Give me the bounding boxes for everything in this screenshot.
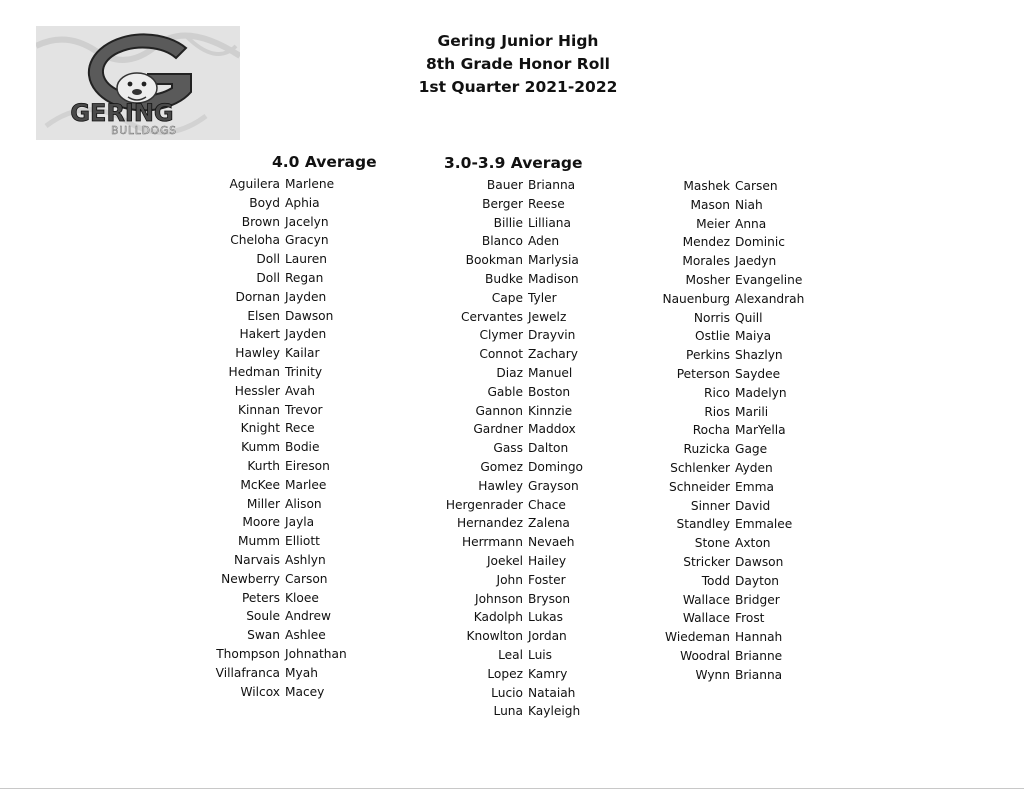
student-first-name: Bridger: [735, 592, 780, 607]
student-first-name: Kamry: [528, 666, 568, 681]
student-row: [200, 307, 380, 326]
student-last-name: Mason: [690, 197, 730, 212]
student-row: [645, 553, 845, 572]
student-row: [200, 344, 380, 363]
student-last-name: Sinner: [690, 498, 730, 513]
student-row: [200, 645, 380, 664]
student-last-name: Joekel: [486, 553, 523, 568]
student-row: [430, 458, 620, 477]
student-first-name: Luis: [528, 647, 553, 662]
student-last-name: Peters: [241, 590, 280, 605]
student-row: [430, 289, 620, 308]
student-last-name: Kadolph: [473, 610, 523, 625]
student-row: [430, 477, 620, 496]
student-first-name: Lauren: [285, 252, 327, 267]
student-row: [200, 589, 380, 608]
student-last-name: Aguilera: [229, 177, 280, 191]
student-first-name: Jayden: [285, 289, 327, 304]
student-last-name: Budke: [485, 271, 523, 286]
student-last-name: Clymer: [479, 328, 523, 343]
student-row: [430, 214, 620, 233]
student-row: [645, 215, 845, 234]
student-last-name: Meier: [696, 216, 730, 231]
student-first-name: Tyler: [528, 290, 557, 305]
student-first-name: Jayla: [285, 515, 315, 530]
student-last-name: Cape: [491, 290, 523, 305]
student-last-name: Johnson: [474, 591, 523, 606]
student-first-name: Andrew: [285, 609, 332, 624]
student-row: [430, 251, 620, 270]
student-row: [645, 515, 845, 534]
student-first-name: Jayden: [285, 327, 327, 342]
student-first-name: Ashlee: [285, 628, 326, 643]
student-first-name: Aden: [528, 234, 560, 249]
student-last-name: Mumm: [238, 534, 280, 549]
student-last-name: Blanco: [481, 234, 523, 249]
student-last-name: Boyd: [249, 195, 280, 210]
student-first-name: Brianna: [735, 667, 783, 682]
student-first-name: Brianne: [735, 648, 783, 663]
student-row: [645, 572, 845, 591]
student-last-name: John: [496, 572, 523, 587]
student-first-name: Rece: [285, 421, 315, 436]
student-first-name: Alison: [285, 496, 322, 511]
student-first-name: Jacelyn: [285, 214, 329, 229]
student-first-name: Zachary: [528, 347, 578, 362]
student-first-name: Foster: [528, 572, 566, 587]
student-last-name: Cervantes: [460, 309, 523, 324]
student-last-name: Knight: [240, 421, 280, 436]
student-last-name: Kurth: [247, 458, 280, 473]
student-last-name: Stricker: [683, 554, 730, 569]
student-last-name: Soule: [246, 609, 280, 624]
name-list-3-0-3-9: [430, 176, 620, 721]
student-last-name: Schneider: [668, 479, 730, 494]
student-first-name: Myah: [285, 665, 318, 680]
student-last-name: Moore: [242, 515, 280, 530]
student-row: [200, 476, 380, 495]
student-row: [645, 196, 845, 215]
student-last-name: Gable: [487, 384, 523, 399]
student-row: [430, 552, 620, 571]
student-first-name: Macey: [285, 684, 325, 699]
student-row: [200, 457, 380, 476]
student-first-name: Lukas: [528, 610, 563, 625]
student-row: [645, 459, 845, 478]
student-first-name: Marlee: [285, 477, 327, 492]
student-first-name: Marili: [735, 404, 769, 419]
student-row: [200, 532, 380, 551]
student-last-name: Ruzicka: [683, 442, 730, 457]
student-row: [200, 401, 380, 420]
student-first-name: Eireson: [285, 458, 330, 473]
student-last-name: Kinnan: [237, 402, 280, 417]
student-first-name: Brianna: [528, 178, 576, 192]
student-row: [200, 194, 380, 213]
student-row: [645, 534, 845, 553]
student-first-name: Kloee: [285, 590, 319, 605]
student-last-name: Mosher: [685, 272, 730, 287]
student-first-name: Dawson: [285, 308, 334, 323]
student-first-name: Axton: [735, 536, 771, 551]
student-first-name: Grayson: [528, 478, 579, 493]
student-last-name: Hawley: [235, 346, 280, 361]
name-list-3-0-3-9-continued: [645, 177, 845, 685]
student-last-name: Schlenker: [670, 460, 730, 475]
student-last-name: Morales: [682, 254, 730, 269]
student-row: [200, 213, 380, 232]
student-row: [430, 420, 620, 439]
student-first-name: Domingo: [528, 459, 584, 474]
student-first-name: Dawson: [735, 554, 784, 569]
student-last-name: Knowlton: [466, 629, 523, 644]
student-first-name: Marlysia: [528, 253, 579, 268]
student-row: [645, 271, 845, 290]
logo-wordmark: GERING: [70, 99, 174, 127]
student-first-name: Johnathan: [285, 646, 347, 661]
student-first-name: Kailar: [285, 346, 320, 361]
student-last-name: Rico: [703, 385, 730, 400]
student-row: [645, 233, 845, 252]
student-last-name: Gannon: [475, 403, 523, 418]
student-first-name: Zalena: [528, 516, 570, 531]
student-last-name: Doll: [256, 270, 280, 285]
student-first-name: Gage: [735, 442, 768, 457]
student-row: [200, 551, 380, 570]
student-last-name: Kumm: [241, 440, 280, 455]
student-last-name: Hedman: [228, 364, 280, 379]
student-first-name: Aphia: [285, 195, 320, 210]
student-first-name: Boston: [528, 384, 571, 399]
school-name: Gering Junior High: [437, 32, 599, 50]
student-last-name: Cheloha: [230, 233, 280, 248]
student-row: [430, 364, 620, 383]
student-row: [200, 626, 380, 645]
student-last-name: Norris: [693, 310, 730, 325]
student-row: [200, 175, 380, 194]
student-last-name: Bauer: [486, 178, 523, 192]
student-last-name: Thompson: [216, 646, 280, 661]
student-first-name: Ashlyn: [285, 552, 326, 567]
student-last-name: Stone: [694, 536, 730, 551]
student-first-name: Jordan: [528, 629, 567, 644]
name-list-4-0: [200, 175, 380, 701]
student-last-name: Wallace: [682, 592, 730, 607]
student-last-name: Rios: [704, 404, 730, 419]
student-row: [430, 571, 620, 590]
student-row: [645, 403, 845, 422]
student-last-name: Narvais: [233, 552, 280, 567]
student-last-name: Billie: [493, 215, 523, 230]
student-first-name: Trinity: [285, 364, 323, 379]
student-last-name: Lopez: [487, 666, 523, 681]
gering-bulldogs-logo: [36, 26, 240, 140]
document-header: [368, 30, 668, 99]
student-last-name: Newberry: [221, 571, 280, 586]
student-first-name: Nevaeh: [528, 535, 575, 550]
student-last-name: Diaz: [496, 365, 523, 380]
student-first-name: Madison: [528, 271, 579, 286]
student-last-name: McKee: [240, 477, 280, 492]
student-row: [200, 513, 380, 532]
student-row: [645, 609, 845, 628]
student-row: [645, 327, 845, 346]
student-row: [430, 195, 620, 214]
student-last-name: Rocha: [692, 423, 730, 438]
student-first-name: Maiya: [735, 329, 772, 344]
quarter-label: 1st Quarter 2021-2022: [418, 78, 618, 96]
student-row: [430, 590, 620, 609]
student-first-name: Carson: [285, 571, 328, 586]
student-first-name: Ayden: [735, 460, 773, 475]
student-first-name: Madelyn: [735, 385, 787, 400]
student-row: [430, 308, 620, 327]
student-last-name: Elsen: [247, 308, 280, 323]
student-last-name: Gardner: [473, 422, 523, 437]
student-last-name: Miller: [246, 496, 280, 511]
student-first-name: Hannah: [735, 630, 783, 645]
student-row: [430, 514, 620, 533]
student-last-name: Gomez: [480, 459, 523, 474]
student-last-name: Wynn: [695, 667, 730, 682]
column-title-3-0-3-9: 3.0-3.9 Average: [444, 154, 583, 172]
student-row: [200, 570, 380, 589]
student-row: [200, 664, 380, 683]
student-last-name: Standley: [676, 517, 730, 532]
student-first-name: Bodie: [285, 440, 320, 455]
student-last-name: Perkins: [686, 348, 730, 363]
student-last-name: Doll: [256, 252, 280, 267]
student-last-name: Villafranca: [215, 665, 280, 680]
student-first-name: Emma: [735, 479, 774, 494]
student-first-name: Dominic: [735, 235, 785, 250]
student-last-name: Peterson: [676, 366, 730, 381]
student-last-name: Wilcox: [240, 684, 280, 699]
student-row: [645, 478, 845, 497]
student-last-name: Wallace: [682, 611, 730, 626]
student-last-name: Connot: [479, 347, 523, 362]
student-last-name: Lucio: [491, 685, 523, 700]
page-bottom-edge: [0, 788, 1024, 789]
student-first-name: Hailey: [528, 553, 567, 568]
student-row: [200, 419, 380, 438]
student-last-name: Ostlie: [695, 329, 730, 344]
student-first-name: Niah: [735, 197, 763, 212]
student-row: [645, 384, 845, 403]
student-first-name: Nataiah: [528, 685, 576, 700]
student-first-name: Chace: [528, 497, 566, 512]
student-first-name: Trevor: [285, 402, 323, 417]
student-last-name: Hessler: [234, 383, 280, 398]
student-first-name: Dalton: [528, 441, 569, 456]
student-last-name: Bookman: [465, 253, 523, 268]
student-first-name: Evangeline: [735, 272, 803, 287]
student-last-name: Brown: [241, 214, 280, 229]
student-first-name: Marlene: [285, 177, 335, 191]
honor-roll-title: 8th Grade Honor Roll: [425, 55, 610, 73]
student-row: [200, 382, 380, 401]
student-row: [645, 365, 845, 384]
student-row: [200, 325, 380, 344]
student-row: [430, 176, 620, 195]
student-last-name: Mashek: [683, 179, 730, 193]
student-row: [645, 252, 845, 271]
student-first-name: Gracyn: [285, 233, 329, 248]
student-last-name: Hergenrader: [445, 497, 523, 512]
student-last-name: Leal: [498, 647, 523, 662]
student-first-name: Avah: [285, 383, 316, 398]
student-last-name: Herrmann: [461, 535, 523, 550]
student-row: [645, 177, 845, 196]
student-first-name: Carsen: [735, 179, 778, 193]
student-last-name: Todd: [701, 573, 730, 588]
student-row: [430, 684, 620, 703]
student-last-name: Wiedeman: [665, 630, 730, 645]
student-row: [645, 666, 845, 685]
student-last-name: Berger: [482, 196, 523, 211]
student-row: [200, 269, 380, 288]
student-row: [430, 439, 620, 458]
student-row: [430, 627, 620, 646]
student-first-name: Maddox: [528, 422, 576, 437]
student-row: [645, 591, 845, 610]
student-row: [200, 683, 380, 702]
student-row: [430, 232, 620, 251]
student-row: [200, 250, 380, 269]
student-last-name: Hernandez: [456, 516, 523, 531]
student-row: [200, 363, 380, 382]
student-first-name: Anna: [735, 216, 767, 231]
student-last-name: Dornan: [235, 289, 280, 304]
student-last-name: Hawley: [478, 478, 523, 493]
student-first-name: Frost: [735, 611, 765, 626]
student-first-name: Kinnzie: [528, 403, 573, 418]
student-first-name: Manuel: [528, 365, 573, 380]
student-row: [200, 288, 380, 307]
student-first-name: Regan: [285, 270, 324, 285]
student-first-name: Quill: [735, 310, 763, 325]
student-first-name: MarYella: [735, 423, 786, 438]
student-last-name: Nauenburg: [662, 291, 730, 306]
student-row: [430, 702, 620, 721]
student-row: [645, 346, 845, 365]
student-first-name: Jaedyn: [735, 254, 777, 269]
student-first-name: Bryson: [528, 591, 571, 606]
student-row: [430, 326, 620, 345]
column-title-4-0: 4.0 Average: [272, 153, 377, 171]
student-first-name: Shazlyn: [735, 348, 783, 363]
student-first-name: Jewelz: [528, 309, 567, 324]
student-row: [430, 646, 620, 665]
student-row: [645, 647, 845, 666]
student-first-name: David: [735, 498, 771, 513]
student-row: [200, 607, 380, 626]
student-row: [645, 628, 845, 647]
student-row: [200, 495, 380, 514]
student-first-name: Dayton: [735, 573, 780, 588]
student-row: [430, 270, 620, 289]
student-first-name: Lilliana: [528, 215, 571, 230]
student-last-name: Swan: [247, 628, 280, 643]
student-first-name: Kayleigh: [528, 704, 581, 719]
student-row: [430, 402, 620, 421]
student-last-name: Hakert: [239, 327, 280, 342]
student-row: [200, 438, 380, 457]
student-row: [645, 421, 845, 440]
student-row: [430, 383, 620, 402]
student-row: [430, 608, 620, 627]
student-first-name: Elliott: [285, 534, 320, 549]
student-last-name: Woodral: [680, 648, 730, 663]
student-row: [430, 665, 620, 684]
student-row: [430, 496, 620, 515]
student-row: [200, 231, 380, 250]
student-row: [645, 309, 845, 328]
student-row: [430, 533, 620, 552]
student-first-name: Drayvin: [528, 328, 576, 343]
student-first-name: Emmalee: [735, 517, 793, 532]
student-row: [645, 497, 845, 516]
student-row: [645, 290, 845, 309]
student-last-name: Mendez: [682, 235, 730, 250]
student-row: [430, 345, 620, 364]
student-first-name: Reese: [528, 196, 565, 211]
student-first-name: Saydee: [735, 366, 781, 381]
logo-subtitle: BULLDOGS: [111, 125, 177, 137]
student-last-name: Luna: [493, 704, 523, 719]
student-row: [645, 440, 845, 459]
student-last-name: Gass: [493, 441, 523, 456]
student-first-name: Alexandrah: [735, 291, 805, 306]
